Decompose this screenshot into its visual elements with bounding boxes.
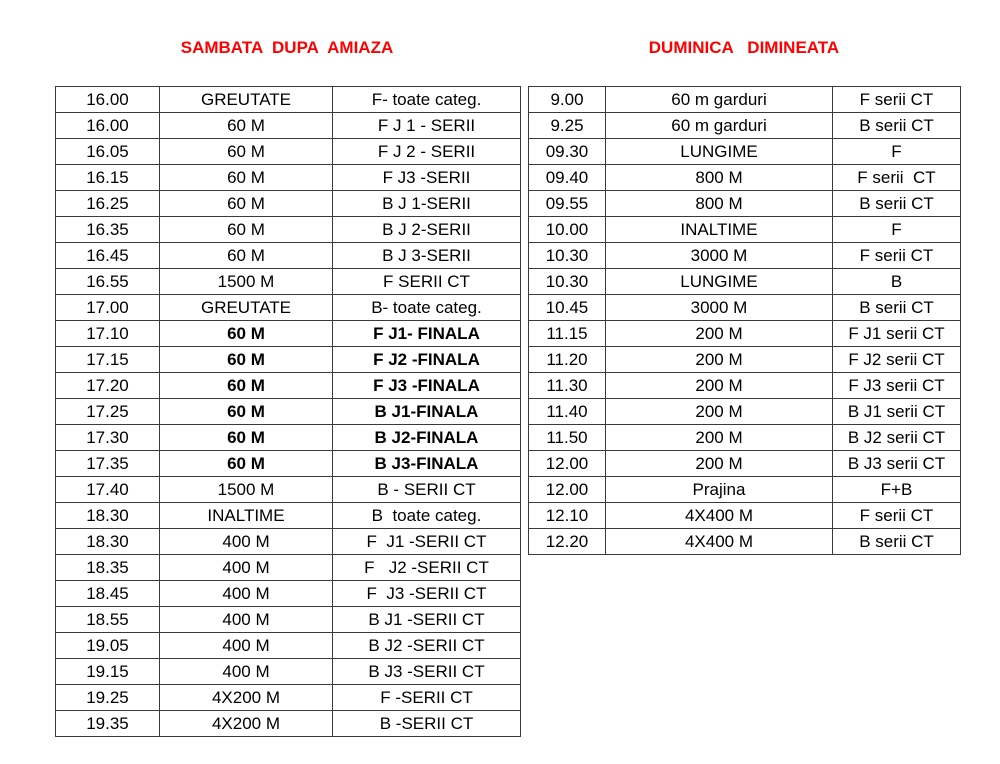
category-cell: F J2 serii CT [833,347,961,373]
event-cell: 400 M [160,555,333,581]
category-cell: B serii CT [833,191,961,217]
table-row [56,243,521,269]
table-row [529,217,961,243]
event-cell: 1500 M [160,477,333,503]
category-cell: F [833,217,961,243]
category-cell: F J2 -SERII CT [333,555,521,581]
event-cell: 400 M [160,633,333,659]
category-cell: F J3 -FINALA [333,373,521,399]
time-cell: 09.30 [529,139,606,165]
time-cell: 16.35 [56,217,160,243]
time-cell: 17.00 [56,295,160,321]
category-cell: B [833,269,961,295]
table-row [56,633,521,659]
time-cell: 18.30 [56,503,160,529]
time-cell: 18.30 [56,529,160,555]
category-cell: B J 1-SERII [333,191,521,217]
time-cell: 12.10 [529,503,606,529]
table-row [56,555,521,581]
event-cell: 4X200 M [160,711,333,737]
sunday-morning-heading: DUMINICA DIMINEATA [648,38,840,57]
table-row [56,529,521,555]
event-cell: 200 M [606,399,833,425]
category-cell: F serii CT [833,87,961,113]
category-cell: F [833,139,961,165]
table-row [529,191,961,217]
time-cell: 17.30 [56,425,160,451]
event-cell: 4X400 M [606,529,833,555]
event-cell: 400 M [160,529,333,555]
category-cell: B J2 serii CT [833,425,961,451]
table-row [529,243,961,269]
time-cell: 11.15 [529,321,606,347]
saturday-afternoon-heading: SAMBATA DUPA AMIAZA [180,38,394,57]
event-cell: 60 M [160,243,333,269]
table-row [529,373,961,399]
table-row [529,503,961,529]
event-cell: 3000 M [606,243,833,269]
event-cell: 60 M [160,321,333,347]
category-cell: F+B [833,477,961,503]
category-cell: B J1 -SERII CT [333,607,521,633]
category-cell: F J 1 - SERII [333,113,521,139]
category-cell: F J1 serii CT [833,321,961,347]
event-cell: 400 M [160,607,333,633]
table-row [56,347,521,373]
table-row [56,269,521,295]
category-cell: F -SERII CT [333,685,521,711]
category-cell: B J3 -SERII CT [333,659,521,685]
table-row [56,685,521,711]
table-row [529,477,961,503]
table-row [56,659,521,685]
category-cell: B- toate categ. [333,295,521,321]
event-cell: 60 m garduri [606,87,833,113]
category-cell: B J2-FINALA [333,425,521,451]
table-row [56,607,521,633]
time-cell: 16.45 [56,243,160,269]
time-cell: 11.20 [529,347,606,373]
time-cell: 12.00 [529,477,606,503]
table-row [56,581,521,607]
category-cell: F serii CT [833,243,961,269]
category-cell: B J2 -SERII CT [333,633,521,659]
event-cell: 4X400 M [606,503,833,529]
time-cell: 17.25 [56,399,160,425]
time-cell: 9.00 [529,87,606,113]
table-row [56,191,521,217]
time-cell: 19.15 [56,659,160,685]
time-cell: 10.30 [529,243,606,269]
category-cell: B J 3-SERII [333,243,521,269]
saturday-schedule-table [55,86,521,737]
category-cell: F J3 -SERII CT [333,581,521,607]
time-cell: 16.25 [56,191,160,217]
table-row [529,347,961,373]
time-cell: 17.40 [56,477,160,503]
table-row [56,139,521,165]
category-cell: B serii CT [833,295,961,321]
event-cell: 400 M [160,581,333,607]
table-row [529,139,961,165]
event-cell: INALTIME [160,503,333,529]
event-cell: 60 M [160,451,333,477]
table-row [56,451,521,477]
event-cell: 800 M [606,165,833,191]
event-cell: 200 M [606,347,833,373]
event-cell: 60 M [160,139,333,165]
event-cell: 60 M [160,373,333,399]
table-row [56,295,521,321]
event-cell: Prajina [606,477,833,503]
category-cell: F J1- FINALA [333,321,521,347]
category-cell: B toate categ. [333,503,521,529]
event-cell: 60 M [160,191,333,217]
time-cell: 16.00 [56,113,160,139]
time-cell: 16.15 [56,165,160,191]
time-cell: 18.35 [56,555,160,581]
time-cell: 11.50 [529,425,606,451]
event-cell: LUNGIME [606,139,833,165]
table-row [56,87,521,113]
table-row [529,425,961,451]
category-cell: B J 2-SERII [333,217,521,243]
table-row [56,165,521,191]
event-cell: 60 m garduri [606,113,833,139]
event-cell: 400 M [160,659,333,685]
event-cell: 200 M [606,321,833,347]
time-cell: 12.00 [529,451,606,477]
time-cell: 17.10 [56,321,160,347]
event-cell: 3000 M [606,295,833,321]
table-row [529,87,961,113]
category-cell: B J1-FINALA [333,399,521,425]
table-row [56,373,521,399]
time-cell: 19.35 [56,711,160,737]
time-cell: 19.25 [56,685,160,711]
category-cell: F serii CT [833,503,961,529]
event-cell: 60 M [160,165,333,191]
table-row [56,425,521,451]
table-row [529,113,961,139]
table-row [56,113,521,139]
table-row [529,399,961,425]
time-cell: 19.05 [56,633,160,659]
event-cell: 60 M [160,347,333,373]
category-cell: F J 2 - SERII [333,139,521,165]
time-cell: 10.45 [529,295,606,321]
category-cell: B J3 serii CT [833,451,961,477]
time-cell: 09.55 [529,191,606,217]
table-row [56,321,521,347]
time-cell: 16.00 [56,87,160,113]
category-cell: F- toate categ. [333,87,521,113]
category-cell: B J1 serii CT [833,399,961,425]
category-cell: B serii CT [833,113,961,139]
category-cell: F SERII CT [333,269,521,295]
table-row [529,451,961,477]
category-cell: F J3 serii CT [833,373,961,399]
event-cell: GREUTATE [160,87,333,113]
category-cell: B -SERII CT [333,711,521,737]
time-cell: 11.40 [529,399,606,425]
table-row [56,711,521,737]
event-cell: 200 M [606,425,833,451]
table-row [529,165,961,191]
time-cell: 10.30 [529,269,606,295]
time-cell: 10.00 [529,217,606,243]
event-cell: 4X200 M [160,685,333,711]
category-cell: B serii CT [833,529,961,555]
table-row [56,503,521,529]
category-cell: F J2 -FINALA [333,347,521,373]
table-row [56,399,521,425]
category-cell: F J3 -SERII [333,165,521,191]
event-cell: 800 M [606,191,833,217]
time-cell: 16.05 [56,139,160,165]
table-row [529,529,961,555]
event-cell: 60 M [160,113,333,139]
time-cell: 12.20 [529,529,606,555]
event-cell: 60 M [160,217,333,243]
table-row [56,217,521,243]
time-cell: 17.15 [56,347,160,373]
table-row [529,269,961,295]
time-cell: 09.40 [529,165,606,191]
category-cell: B J3-FINALA [333,451,521,477]
time-cell: 18.55 [56,607,160,633]
event-cell: 1500 M [160,269,333,295]
event-cell: GREUTATE [160,295,333,321]
event-cell: 200 M [606,373,833,399]
category-cell: F serii CT [833,165,961,191]
time-cell: 11.30 [529,373,606,399]
table-row [56,477,521,503]
time-cell: 17.20 [56,373,160,399]
time-cell: 9.25 [529,113,606,139]
sunday-schedule-table [528,86,961,555]
category-cell: B - SERII CT [333,477,521,503]
category-cell: F J1 -SERII CT [333,529,521,555]
event-cell: 60 M [160,425,333,451]
table-row [529,321,961,347]
event-cell: LUNGIME [606,269,833,295]
event-cell: INALTIME [606,217,833,243]
time-cell: 18.45 [56,581,160,607]
time-cell: 17.35 [56,451,160,477]
event-cell: 60 M [160,399,333,425]
table-row [529,295,961,321]
time-cell: 16.55 [56,269,160,295]
event-cell: 200 M [606,451,833,477]
